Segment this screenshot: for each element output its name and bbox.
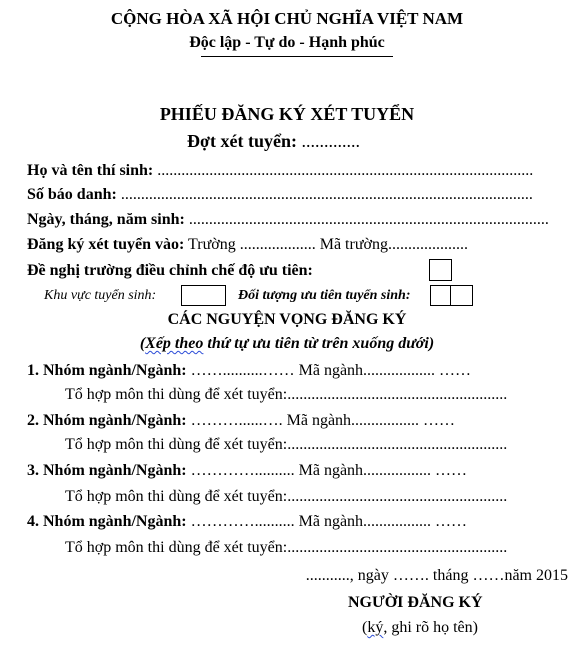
date-line: ..........., ngày ……. tháng ……năm 2015 — [305, 567, 568, 584]
wish-4-combo-dots: ....................................................... — [287, 539, 508, 556]
wish-3-combo-dots: ....................................................... — [287, 488, 508, 505]
object-input-box-1[interactable] — [430, 285, 452, 306]
subtitle-a: Xếp theo — [145, 335, 204, 352]
area-input-box[interactable] — [181, 285, 226, 306]
republic-heading: CỘNG HÒA XÃ HỘI CHỦ NGHĨA VIỆT NAM — [110, 9, 464, 28]
area-label: Khu vực tuyển sinh: — [44, 288, 157, 303]
dob-field[interactable] — [27, 211, 549, 229]
wish-3-combo-label: Tổ hợp môn thi dùng để xét tuyển: — [65, 488, 288, 505]
round-dots: ............. — [296, 131, 360, 151]
wishes-subtitle — [0, 335, 574, 353]
motto-heading — [0, 34, 574, 52]
wish-2-combo-dots: ....................................................... — [287, 436, 508, 453]
wish-1-line[interactable] — [27, 362, 471, 380]
sbd-label: Số báo danh: — [27, 186, 117, 203]
motto-underline — [201, 56, 393, 57]
wish-4-line[interactable] — [27, 513, 467, 531]
object-label: Đối tượng ưu tiên tuyển sinh: — [238, 288, 411, 303]
wish-2-label: 2. Nhóm ngành/Ngành: — [27, 412, 187, 429]
name-label: Họ và tên thí sinh: — [27, 162, 154, 179]
subtitle-open: ( — [139, 335, 146, 352]
wish-4-combo[interactable] — [65, 539, 507, 557]
school-field[interactable] — [27, 236, 468, 254]
sign-open: ( — [362, 619, 368, 636]
sbd-field[interactable] — [27, 186, 533, 204]
wish-3-combo[interactable] — [65, 488, 507, 506]
signer-title: NGƯỜI ĐĂNG KÝ — [348, 594, 483, 611]
wish-3-label: 3. Nhóm ngành/Ngành: — [27, 462, 187, 479]
motto-text: Độc lập - Tự do - Hạnh phúc — [189, 34, 385, 51]
wish-2-combo[interactable] — [65, 436, 507, 454]
sign-a: ký — [367, 619, 384, 636]
form-title: PHIẾU ĐĂNG KÝ XÉT TUYỂN — [159, 104, 415, 124]
wish-1-combo-label: Tổ hợp môn thi dùng để xét tuyển: — [65, 386, 288, 403]
object-input-box-2[interactable] — [450, 285, 473, 306]
wish-2-dots: ………......…. Mã ngành................. …… — [186, 412, 456, 429]
priority-label: Đề nghị trường điều chỉnh chế độ ưu tiên: — [27, 262, 313, 279]
wish-1-label: 1. Nhóm ngành/Ngành: — [27, 362, 187, 379]
sign-instruction — [362, 619, 478, 637]
wish-1-combo[interactable] — [65, 386, 507, 404]
round-label: Đợt xét tuyển: — [187, 131, 297, 151]
wish-4-label: 4. Nhóm ngành/Ngành: — [27, 513, 187, 530]
priority-checkbox[interactable] — [429, 259, 452, 281]
subtitle-close: ) — [428, 335, 435, 352]
round-line — [187, 131, 360, 152]
name-field[interactable] — [27, 162, 533, 180]
sign-b: , ghi rõ họ tên) — [383, 619, 478, 636]
name-dots: .............................................................................................. — [153, 162, 534, 179]
sbd-dots: ....................................................................................................... — [116, 186, 533, 203]
dob-label: Ngày, tháng, năm sinh: — [27, 211, 185, 228]
subtitle-b: thứ tự ưu tiên từ trên xuống dưới — [203, 335, 429, 352]
school-label: Đăng ký xét tuyển vào: — [27, 236, 185, 253]
dob-dots: .......................................................................................... — [184, 211, 549, 228]
wish-2-line[interactable] — [27, 412, 455, 430]
wish-4-dots: ………….......... Mã ngành................. …… — [186, 513, 468, 530]
wish-3-line[interactable] — [27, 462, 467, 480]
wish-2-combo-label: Tổ hợp môn thi dùng để xét tuyển: — [65, 436, 288, 453]
school-text: Trường ................... Mã trường.................... — [184, 236, 468, 253]
wish-4-combo-label: Tổ hợp môn thi dùng để xét tuyển: — [65, 539, 288, 556]
wish-1-combo-dots: ....................................................... — [287, 386, 508, 403]
wishes-title: CÁC NGUYỆN VỌNG ĐĂNG KÝ — [167, 311, 407, 328]
wish-1-dots: ……..........…… Mã ngành.................. …… — [186, 362, 472, 379]
wish-3-dots: ………….......... Mã ngành................. …… — [186, 462, 468, 479]
